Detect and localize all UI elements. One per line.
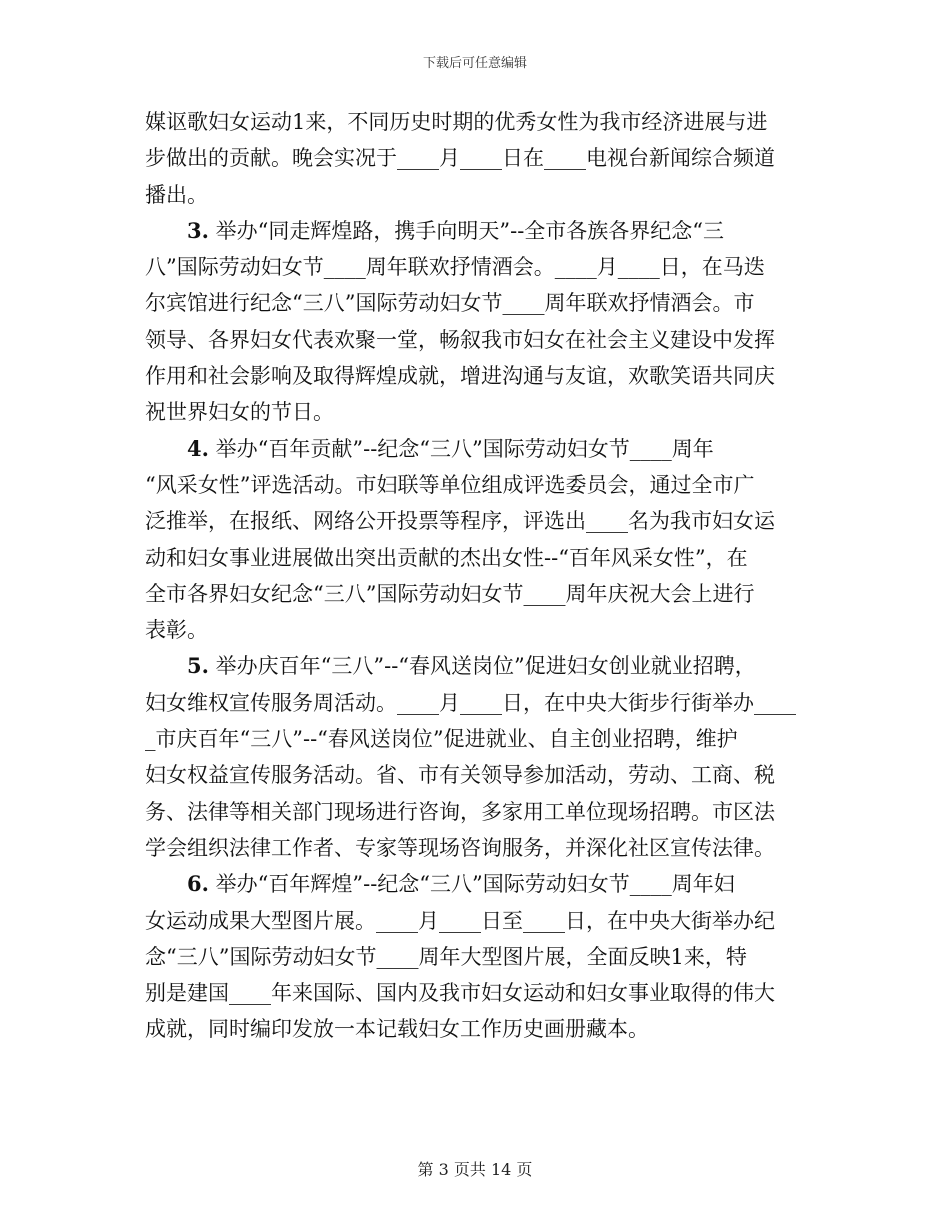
text-line: 媒讴歌妇女运动1来，不同历史时期的优秀女性为我市经济进展与进 — [145, 110, 768, 134]
paragraph-item-4-first-line — [145, 431, 805, 467]
document-body — [145, 104, 805, 1048]
item-number: 6. — [187, 871, 209, 897]
page-number: 第 3 页共 14 页 — [417, 1160, 533, 1179]
text-line: “风采女性”评选活动。市妇联等单位组成评选委员会，通过全市广 — [145, 472, 755, 497]
paragraph-item-5-first-line — [145, 648, 805, 684]
text-line: 妇女维权宣传服务周活动。____月____日，在中央大街步行街举办____ — [145, 690, 796, 715]
text-line: 八”国际劳动妇女节____周年联欢抒情酒会。____月____日，在马迭 — [145, 255, 765, 280]
header-note: 下载后可任意编辑 — [422, 56, 527, 71]
text-line: 举办“同走辉煌路，携手向明天”--全市各族各界纪念“三 — [215, 218, 725, 243]
paragraph-item-3-first-line — [145, 213, 805, 249]
item-number: 4. — [187, 435, 209, 461]
text-line: 举办庆百年“三八”--“春风送岗位”促进妇女创业就业招聘， — [215, 654, 756, 679]
text-line: 成就，同时编印发放一本记载妇女工作历史画册藏本。 — [145, 1017, 649, 1042]
text-line: 步做出的贡献。晚会实况于____月____日在____电视台新闻综合频道 — [145, 146, 775, 171]
text-line: 别是建国____年来国际、国内及我市妇女运动和妇女事业取得的伟大 — [145, 981, 775, 1006]
paragraph-item-6-first-line — [145, 866, 805, 902]
text-line: 表彰。 — [145, 618, 208, 643]
text-line: 领导、各界妇女代表欢聚一堂，畅叙我市妇女在社会主义建设中发挥 — [145, 327, 775, 352]
item-number: 5. — [187, 653, 209, 679]
text-line: _市庆百年“三八”--“春风送岗位”促进就业、自主创业招聘，维护 — [145, 727, 738, 752]
text-line: 女运动成果大型图片展。____月____日至____日，在中央大街举办纪 — [145, 908, 775, 933]
text-line: 尔宾馆进行纪念“三八”国际劳动妇女节____周年联欢抒情酒会。市 — [145, 291, 755, 316]
text-line: 务、法律等相关部门现场进行咨询，多家用工单位现场招聘。市区法 — [145, 799, 775, 824]
text-line: 学会组织法律工作者、专家等现场咨询服务，并深化社区宣传法律。 — [145, 835, 775, 860]
item-number: 3. — [187, 217, 209, 243]
text-line: 全市各界妇女纪念“三八”国际劳动妇女节____周年庆祝大会上进行 — [145, 581, 755, 606]
text-line: 泛推举，在报纸、网络公开投票等程序，评选出____名为我市妇女运 — [145, 509, 775, 534]
text-line: 举办“百年辉煌”--纪念“三八”国际劳动妇女节____周年妇 — [215, 872, 735, 897]
text-line: 播出。 — [145, 182, 208, 207]
text-line: 动和妇女事业进展做出突出贡献的杰出女性--“百年风采女性”，在 — [145, 545, 748, 570]
text-line: 举办“百年贡献”--纪念“三八”国际劳动妇女节____周年 — [215, 436, 714, 461]
text-line: 祝世界妇女的节日。 — [145, 400, 334, 425]
text-line: 念“三八”国际劳动妇女节____周年大型图片展，全面反映1来，特 — [145, 944, 747, 969]
text-line: 作用和社会影响及取得辉煌成就，增进沟通与友谊，欢歌笑语共同庆 — [145, 364, 775, 389]
text-line: 妇女权益宣传服务活动。省、市有关领导参加活动，劳动、工商、税 — [145, 763, 775, 788]
